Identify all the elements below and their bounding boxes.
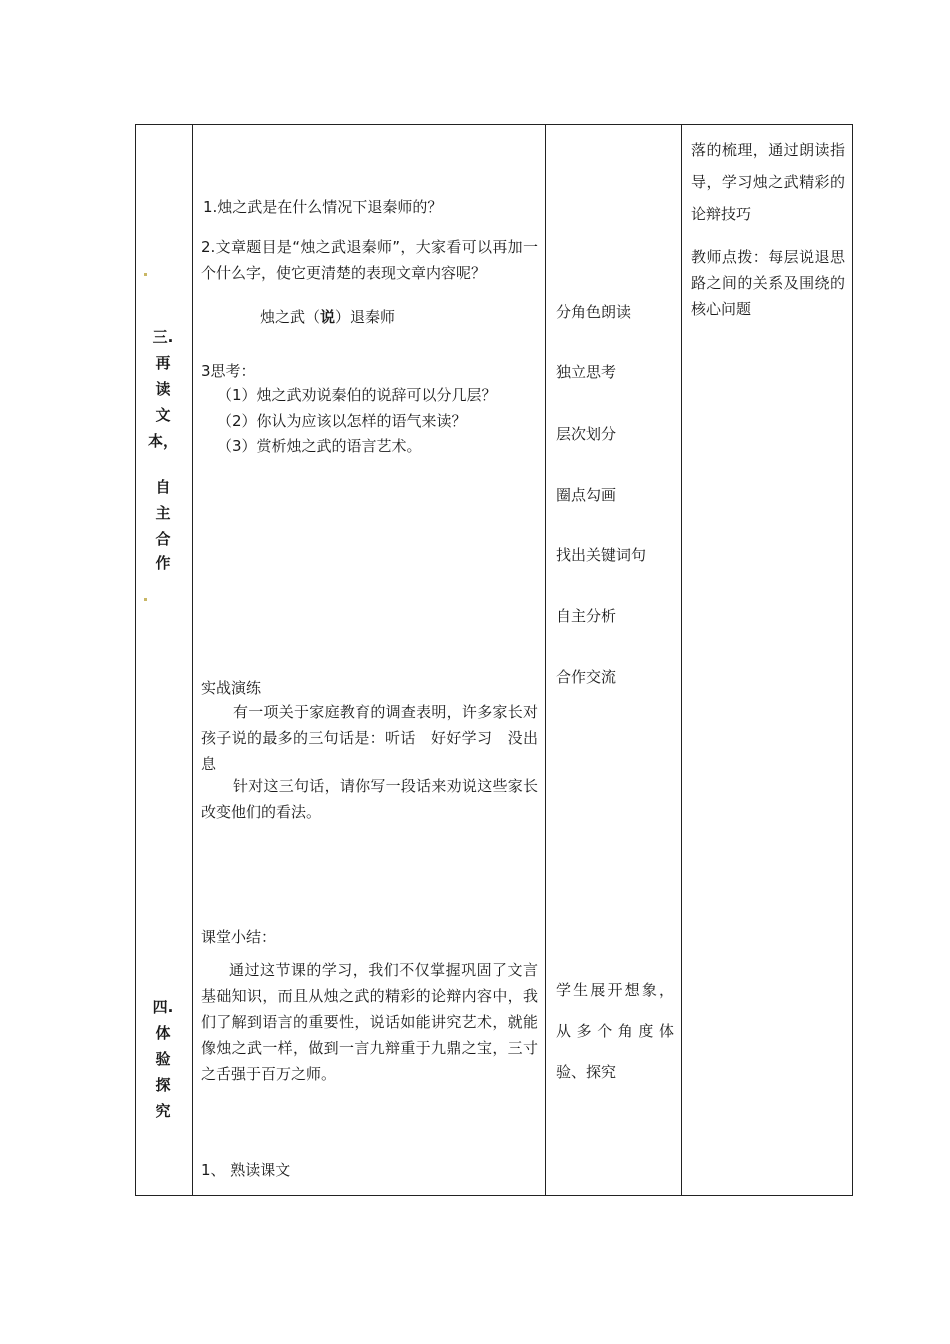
section3-label-l4: 本， [147, 432, 178, 450]
column-divider-3 [681, 124, 682, 1195]
question-2: 2.文章题目是“烛之武退秦师”，大家看可以再加一个什么字，使它更清楚的表现文章内容呢？ [201, 238, 538, 282]
section3-label-l0: 三. [152, 328, 174, 346]
question-3-item-2: （2）你认为应该以怎样的语气来读？ [217, 412, 467, 430]
section4-activity: 学生展开想象，从多个角度体验、探究 [556, 981, 674, 1081]
activity-item: 找出关键词句 [556, 546, 647, 564]
teacher-notes-1: 落的梳理，通过朗读指导，学习烛之武精彩的论辩技巧 [691, 141, 845, 223]
section3-label-l2: 读 [155, 380, 171, 398]
question-2-answer [260, 304, 395, 330]
activity-item: 分角色朗读 [556, 303, 632, 321]
question-3-item-3: （3）赏析烛之武的语言艺术。 [217, 437, 422, 455]
section3-label-l3: 文 [155, 406, 171, 424]
answer-pre: 烛之武（ [260, 308, 321, 326]
activity-item: 圈点勾画 [556, 486, 617, 504]
activity-item: 自主分析 [556, 607, 617, 625]
activity-item: 合作交流 [556, 668, 617, 686]
marker-dot [144, 273, 147, 276]
practice-title: 实战演练 [201, 679, 262, 697]
section4-label-l1: 体 [155, 1024, 171, 1042]
section3-label-l7: 主 [155, 504, 171, 522]
summary-text: 通过这节课的学习，我们不仅掌握巩固了文言基础知识，而且从烛之武的精彩的论辩内容中，我们了解到语言的重要性，说话如能讲究艺术，就能像烛之武一样，做到一言九辩重于九鼎之宝，三寸之舌强于百万之师。 [201, 961, 538, 1083]
question-3-item-1: （1）烛之武劝说秦伯的说辞可以分几层？ [217, 386, 497, 404]
section4-label-l3: 探 [155, 1076, 171, 1094]
practice-paragraph-2: 针对这三句话，请你写一段话来劝说这些家长改变他们的看法。 [201, 777, 538, 821]
answer-post: ）退秦师 [335, 308, 396, 326]
activity-item: 层次划分 [556, 425, 617, 443]
section4-label-l2: 验 [155, 1050, 171, 1068]
homework-item: 1、 熟读课文 [201, 1161, 291, 1179]
question-3-title: 3思考： [201, 362, 256, 380]
column-divider-1 [192, 124, 193, 1195]
question-1: 1.烛之武是在什么情况下退秦师的？ [203, 198, 443, 216]
section4-label-l4: 究 [155, 1102, 171, 1120]
teacher-notes-2: 教师点拨：每层说退思路之间的关系及围绕的核心问题 [691, 248, 845, 318]
summary-title: 课堂小结： [201, 928, 277, 946]
section3-label-l9: 作 [155, 554, 171, 572]
section4-label-l0: 四. [152, 998, 174, 1016]
marker-dot [144, 598, 147, 601]
section3-label-l8: 合 [155, 530, 171, 548]
section3-label-l1: 再 [155, 354, 171, 372]
activity-item: 独立思考 [556, 363, 617, 381]
section3-label-l6: 自 [155, 478, 171, 496]
column-divider-2 [545, 124, 546, 1195]
practice-paragraph-1: 有一项关于家庭教育的调查表明，许多家长对孩子说的最多的三句话是：听话 好好学习 没出息 [201, 703, 538, 773]
answer-emphasis: 说 [320, 308, 336, 326]
